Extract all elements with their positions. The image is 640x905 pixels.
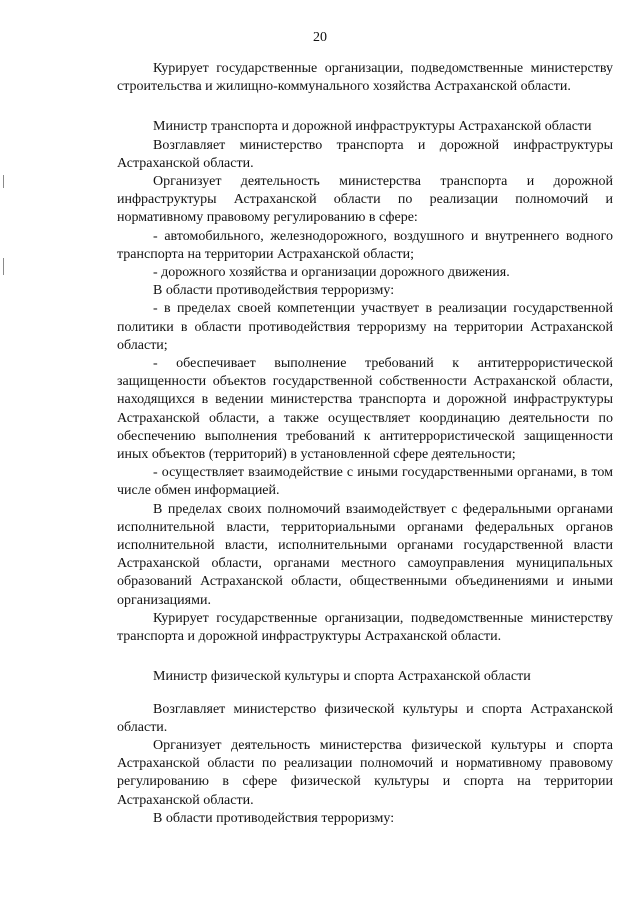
list-item: - в пределах своей компетенции участвует в реализации государственной политики в области противодействия терроризму на территории Астраханской области; — [117, 301, 613, 353]
scan-artifact-mark — [3, 175, 4, 188]
scan-artifact-mark — [3, 258, 4, 275]
paragraph: Организует деятельность министерства физической культуры и спорта Астраханской области по реализации полномочий и нормативному правовому регулированию в сфере физической культуры и спорта на территории Астраханской области. — [117, 737, 613, 808]
paragraph: Возглавляет министерство физической культуры и спорта Астраханской области. — [117, 701, 613, 735]
paragraph: В области противодействия терроризму: — [153, 810, 395, 826]
paragraph: Курирует государственные организации, подведомственные министерству транспорта и дорожной инфраструктуры Астраханской области. — [117, 610, 613, 645]
list-item: - автомобильного, железнодорожного, воздушного и внутреннего водного транспорта на территории Астраханской области; — [117, 228, 613, 262]
list-item: - дорожного хозяйства и организации дорожного движения. — [153, 265, 510, 281]
list-item: - обеспечивает выполнение требований к антитеррористической защищенности объектов государственной собственности Астраханской области, находящихся в ведении министерства транспорта и дорожной инфраструктуры Астраханской области, а также осуществляет координацию деятельности по обеспечению выполнения требований к антитеррористической защищенности иных объектов (территорий) в установленной сфере деятельности; — [117, 356, 613, 463]
document-body — [117, 60, 613, 828]
paragraph: В области противодействия терроризму: — [153, 283, 395, 299]
paragraph: Организует деятельность министерства транспорта и дорожной инфраструктуры Астраханской области по реализации полномочий и нормативному правовому регулированию в сфере: — [117, 174, 613, 226]
section-heading: Министр физической культуры и спорта Астраханской области — [153, 669, 531, 685]
list-item: - осуществляет взаимодействие с иными государственными органами, в том числе обмен информацией. — [117, 465, 613, 499]
paragraph: В пределах своих полномочий взаимодействует с федеральными органами исполнительной власти, территориальными органами федеральных органов исполнительной власти, исполнительными органами государственной власти Астраханской области, органами местного самоуправления муниципальных образований Астраханской области, общественными объединениями и иными организациями. — [117, 501, 613, 608]
page-number: 20 — [313, 30, 327, 45]
section-heading: Министр транспорта и дорожной инфраструктуры Астраханской области — [153, 119, 592, 135]
paragraph: Возглавляет министерство транспорта и дорожной инфраструктуры Астраханской области. — [117, 137, 613, 171]
paragraph: Курирует государственные организации, подведомственные министерству строительства и жилищно-коммунального хозяйства Астраханской области. — [117, 61, 613, 95]
